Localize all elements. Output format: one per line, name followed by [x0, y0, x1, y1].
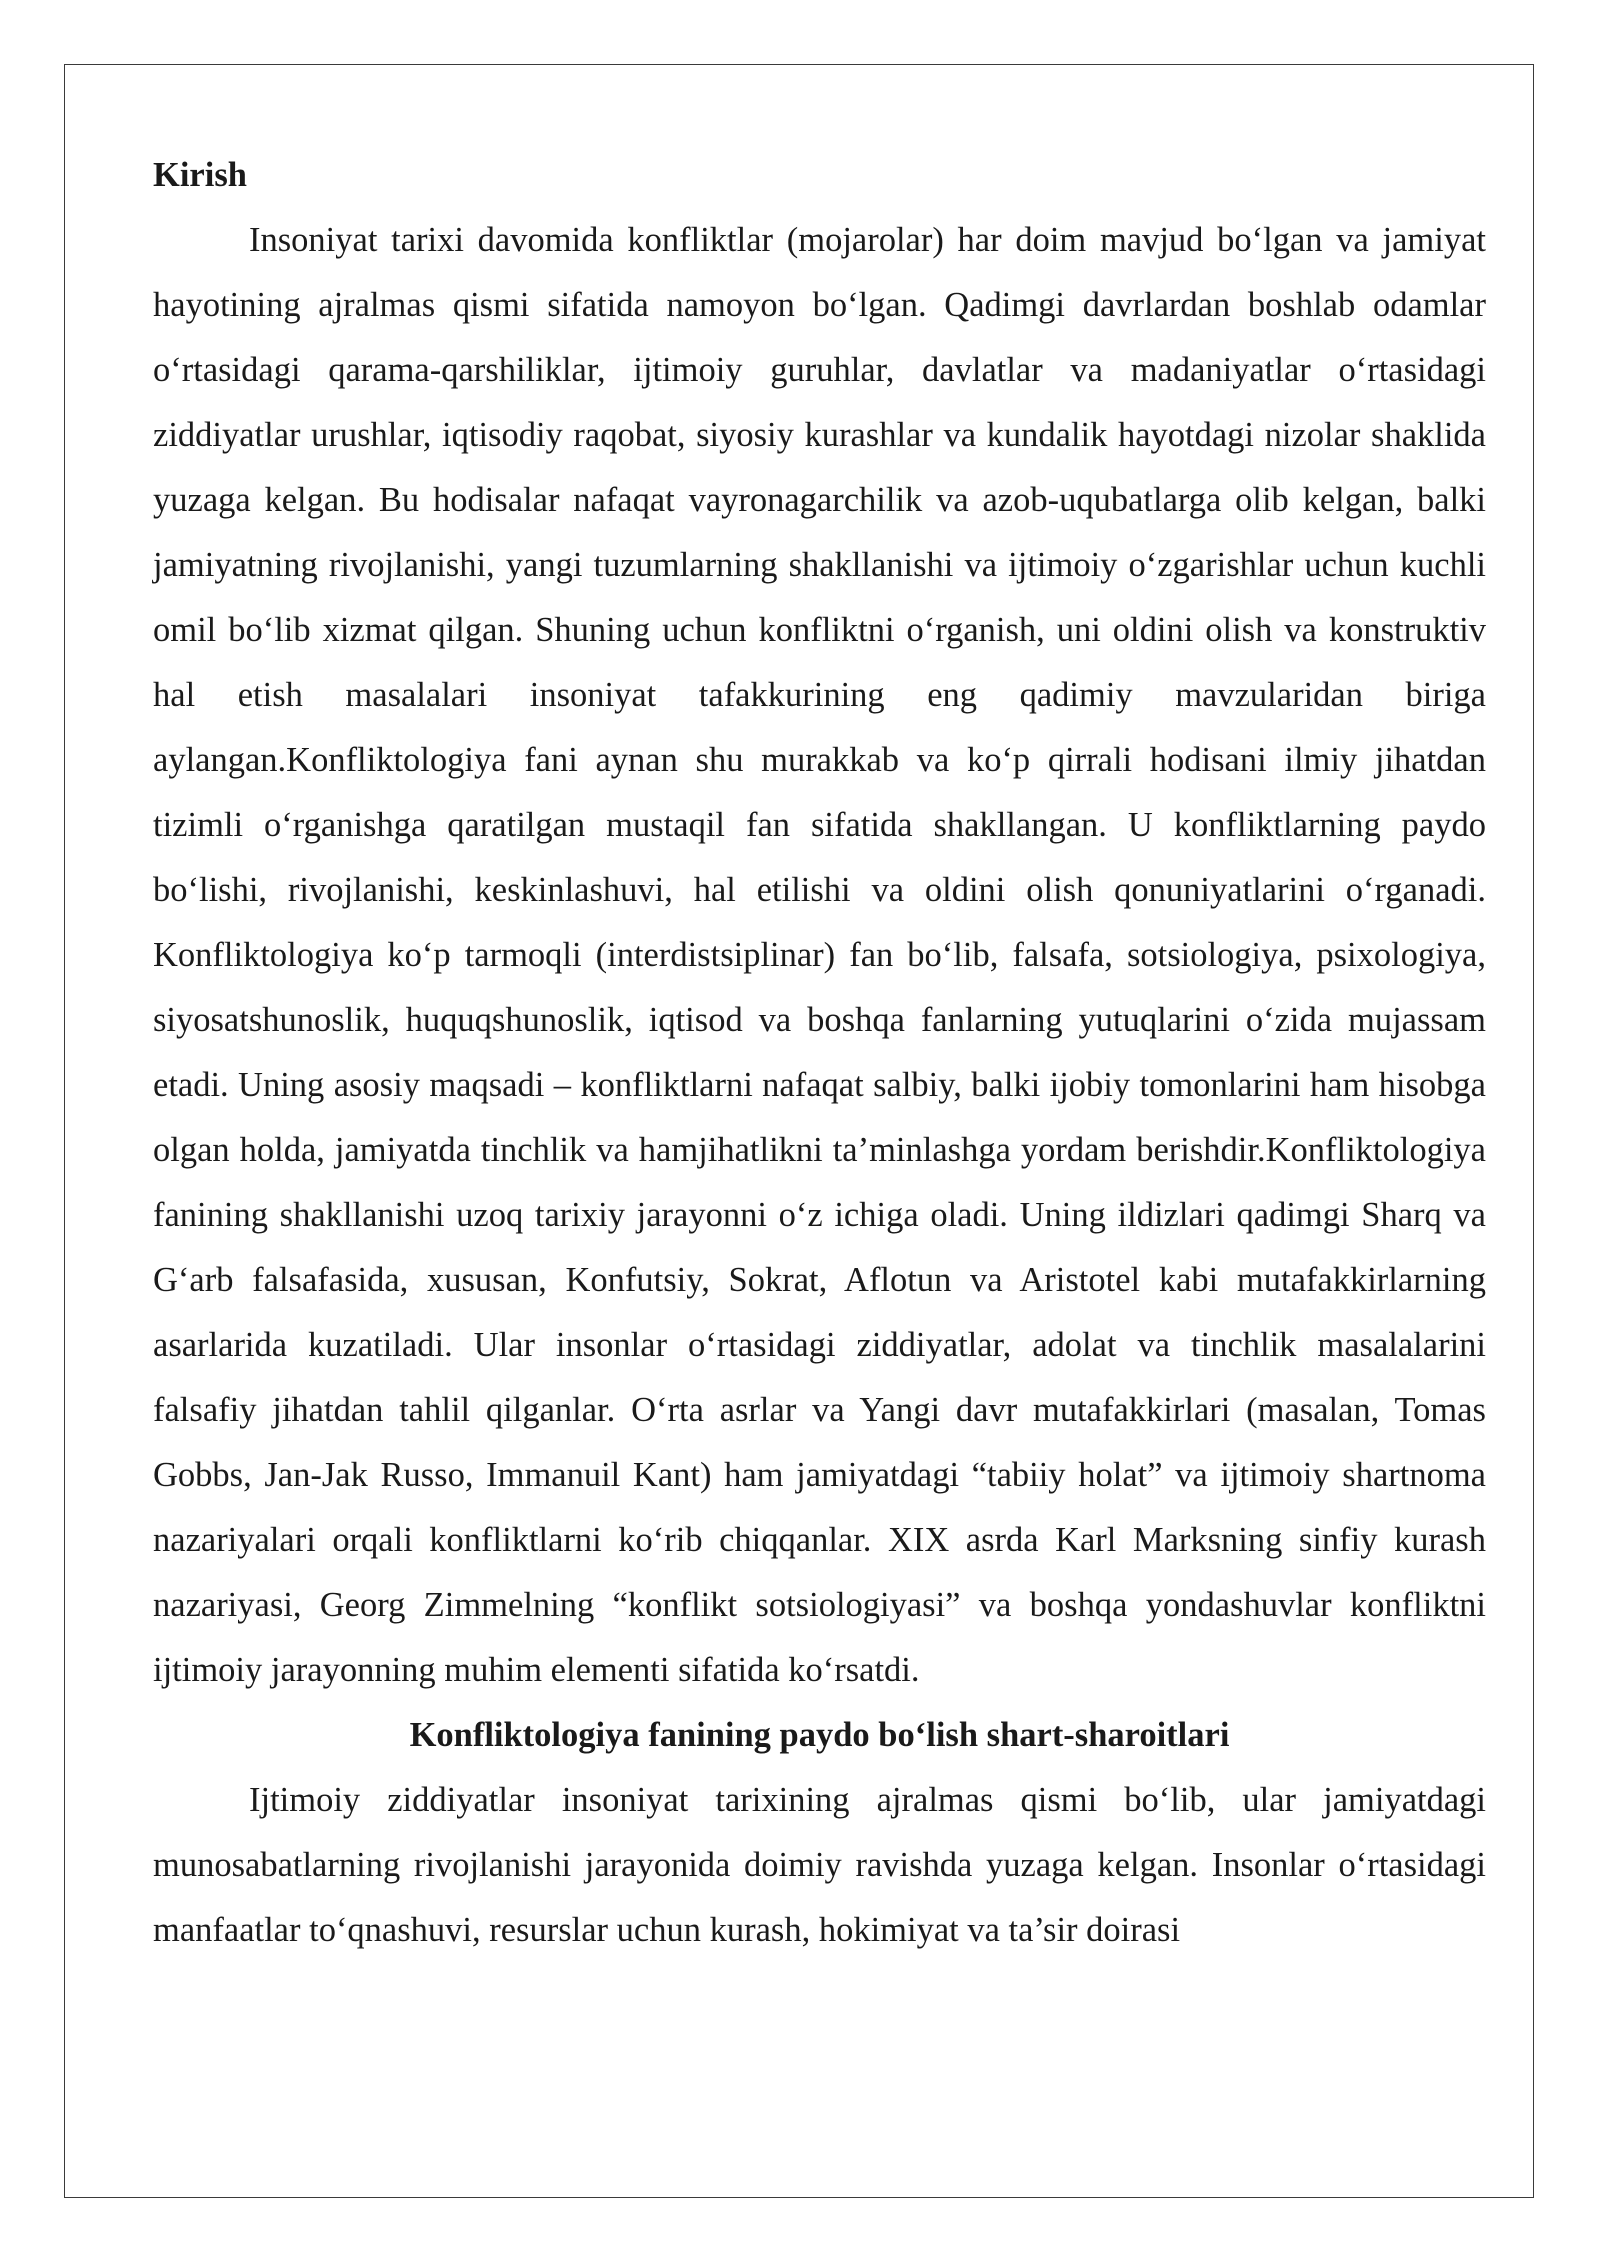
second-paragraph: Ijtimoiy ziddiyatlar insoniyat tarixining ajralmas qismi bo‘lib, ular jamiyatdagi munosabatlarning rivojlanishi jarayonida doimiy ravishda yuzaga kelgan. Insonlar o‘rtasidagi manfaatlar to‘qnashuvi, resurslar uchun kurash, hokimiyat va ta’sir doirasi	[153, 1781, 1486, 1949]
document-body	[153, 143, 1486, 1963]
intro-paragraph: Insoniyat tarixi davomida konfliktlar (mojarolar) har doim mavjud bo‘lgan va jamiyat hayotining ajralmas qismi sifatida namoyon bo‘lgan. Qadimgi davrlardan boshlab odamlar o‘rtasidagi qarama-qarshiliklar, ijtimoiy guruhlar, davlatlar va madaniyatlar o‘rtasidagi ziddiyatlar urushlar, iqtisodiy raqobat, siyosiy kurashlar va kundalik hayotdagi nizolar shaklida yuzaga kelgan. Bu hodisalar nafaqat vayronagarchilik va azob-uqubatlarga olib kelgan, balki jamiyatning rivojlanishi, yangi tuzumlarning shakllanishi va ijtimoiy o‘zgarishlar uchun kuchli omil bo‘lib xizmat qilgan. Shuning uchun konfliktni o‘rganish, uni oldini olish va konstruktiv hal etish masalalari insoniyat tafakkurining eng qadimiy mavzularidan biriga aylangan.Konfliktologiya fani aynan shu murakkab va ko‘p qirrali hodisani ilmiy jihatdan tizimli o‘rganishga qaratilgan mustaqil fan sifatida shakllangan. U konfliktlarning paydo bo‘lishi, rivojlanishi, keskinlashuvi, hal etilishi va oldini olish qonuniyatlarini o‘rganadi. Konfliktologiya ko‘p tarmoqli (interdistsiplinar) fan bo‘lib, falsafa, sotsiologiya, psixologiya, siyosatshunoslik, huquqshunoslik, iqtisod va boshqa fanlarning yutuqlarini o‘zida mujassam etadi. Uning asosiy maqsadi – konfliktlarni nafaqat salbiy, balki ijobiy tomonlarini ham hisobga olgan holda, jamiyatda tinchlik va hamjihatlikni ta’minlashga yordam berishdir.Konfliktologiya fanining shakllanishi uzoq tarixiy jarayonni o‘z ichiga oladi. Uning ildizlari qadimgi Sharq va G‘arb falsafasida, xususan, Konfutsiy, Sokrat, Aflotun va Aristotel kabi mutafakkirlarning asarlarida kuzatiladi. Ular insonlar o‘rtasidagi ziddiyatlar, adolat va tinchlik masalalarini falsafiy jihatdan tahlil qilganlar. O‘rta asrlar va Yangi davr mutafakkirlari (masalan, Tomas Gobbs, Jan-Jak Russo, Immanuil Kant) ham jamiyatdagi “tabiiy holat” va ijtimoiy shartnoma nazariyalari orqali konfliktlarni ko‘rib chiqqanlar. XIX asrda Karl Marksning sinfiy kurash nazariyasi, Georg Zimmelning “konflikt sotsiologiyasi” va boshqa yondashuvlar konfliktni ijtimoiy jarayonning muhim elementi sifatida ko‘rsatdi.	[153, 221, 1486, 1689]
section-subheading: Konfliktologiya fanining paydo bo‘lish shart-sharoitlari	[409, 1716, 1230, 1754]
section-heading: Kirish	[153, 156, 247, 194]
